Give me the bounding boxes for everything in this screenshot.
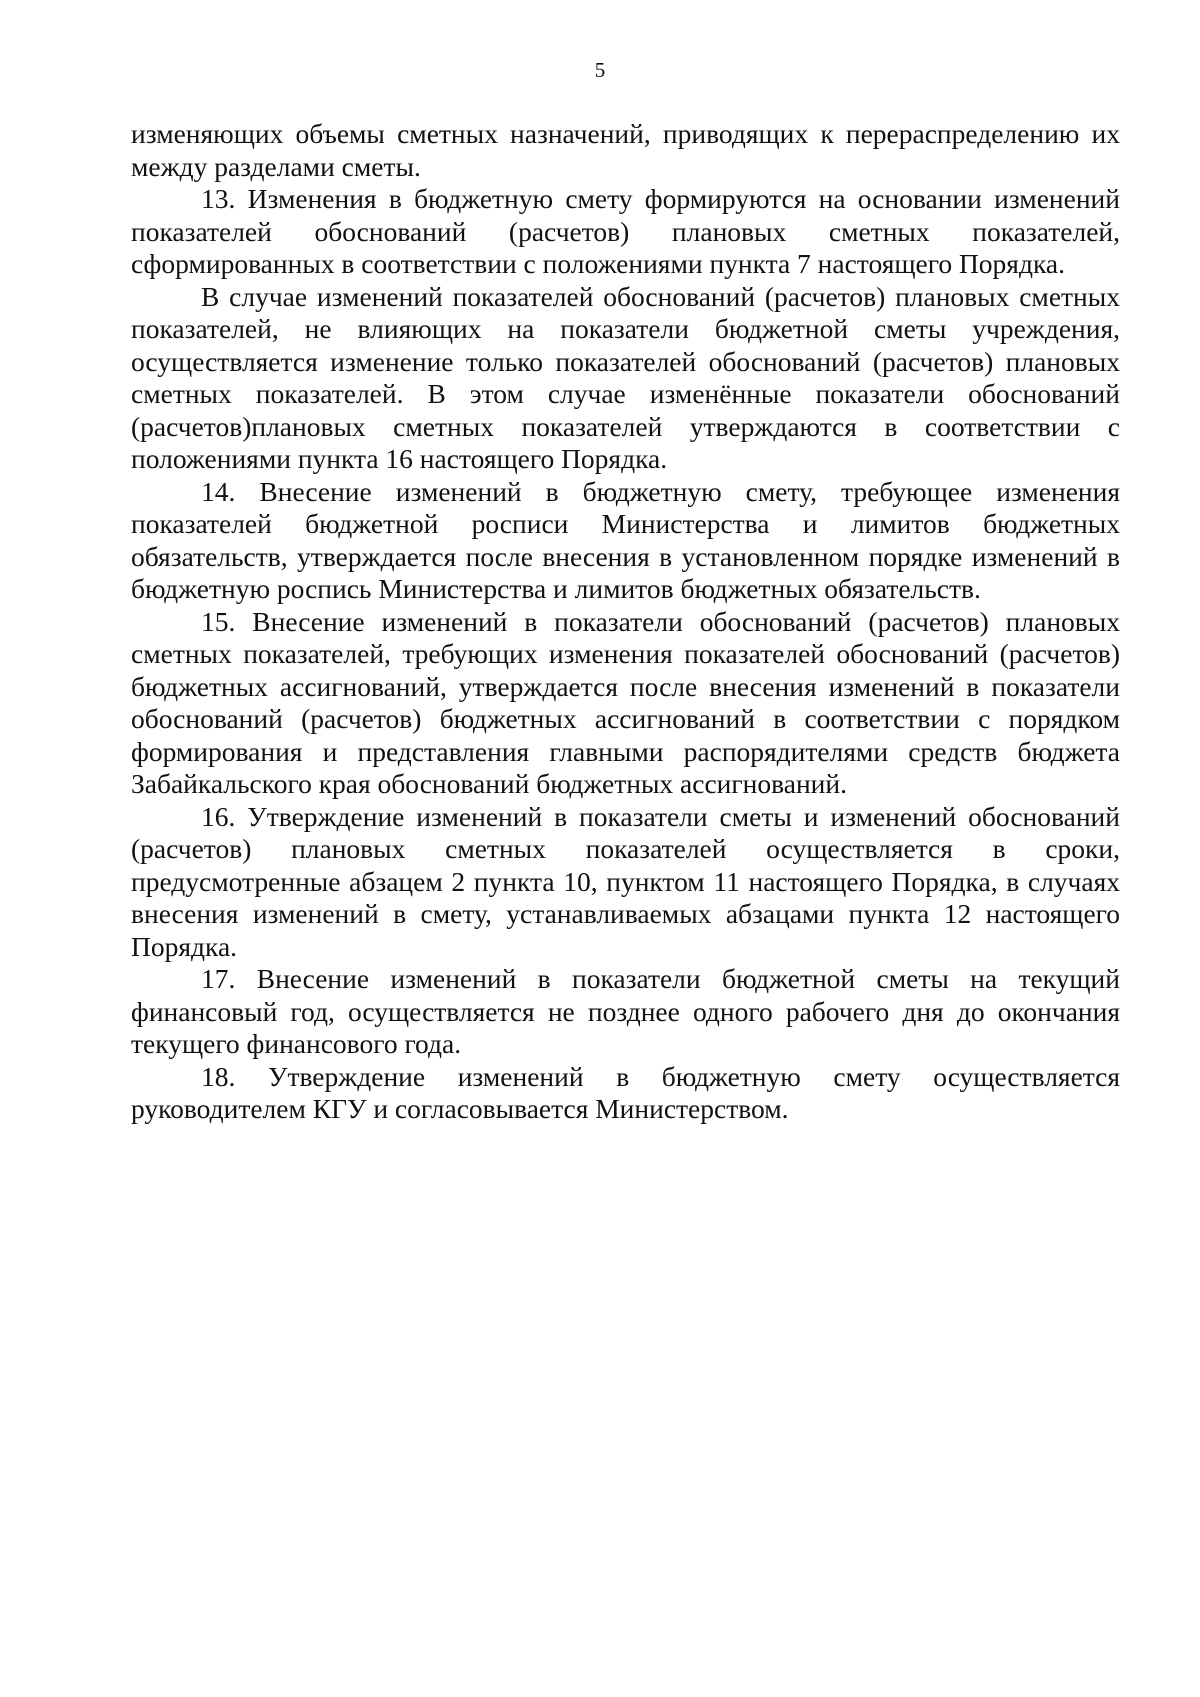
- paragraph-item-17: 17. Внесение изменений в показатели бюджетной сметы на текущий финансовый год, осуществляется не позднее одного рабочего дня до окончания текущего финансового года.: [131, 963, 1120, 1059]
- page-number: 5: [594, 58, 606, 82]
- document-body: [131, 118, 1120, 1126]
- paragraph-item-13: 13. Изменения в бюджетную смету формируются на основании изменений показателей обоснований (расчетов) плановых сметных показателей, сформированных в соответствии с положениями пункта 7 настоящего Порядка.: [131, 183, 1120, 279]
- paragraph-continuation: изменяющих объемы сметных назначений, приводящих к перераспределению их между разделами сметы.: [131, 118, 1120, 182]
- paragraph-item-13-case: В случае изменений показателей обоснований (расчетов) плановых сметных показателей, не влияющих на показатели бюджетной сметы учреждения, осуществляется изменение только показателей обоснований (расчетов) плановых сметных показателей. В этом случае изменённые показатели обоснований (расчетов)плановых сметных показателей утверждаются в соответствии с положениями пункта 16 настоящего Порядка.: [131, 280, 1120, 474]
- paragraph-item-16: 16. Утверждение изменений в показатели сметы и изменений обоснований (расчетов) плановых сметных показателей осуществляется в сроки, предусмотренные абзацем 2 пункта 10, пунктом 11 настоящего Порядка, в случаях внесения изменений в смету, устанавливаемых абзацами пункта 12 настоящего Порядка.: [131, 800, 1120, 962]
- paragraph-item-15: 15. Внесение изменений в показатели обоснований (расчетов) плановых сметных показателей, требующих изменения показателей обоснований (расчетов) бюджетных ассигнований, утверждается после внесения изменений в показатели обоснований (расчетов) бюджетных ассигнований в соответствии с порядком формирования и представления главными распорядителями средств бюджета Забайкальского края обоснований бюджетных ассигнований.: [131, 605, 1120, 799]
- paragraph-item-14: 14. Внесение изменений в бюджетную смету, требующее изменения показателей бюджетной росписи Министерства и лимитов бюджетных обязательств, утверждается после внесения в установленном порядке изменений в бюджетную роспись Министерства и лимитов бюджетных обязательств.: [131, 475, 1120, 604]
- paragraph-item-18: 18. Утверждение изменений в бюджетную смету осуществляется руководителем КГУ и согласовывается Министерством.: [131, 1060, 1120, 1124]
